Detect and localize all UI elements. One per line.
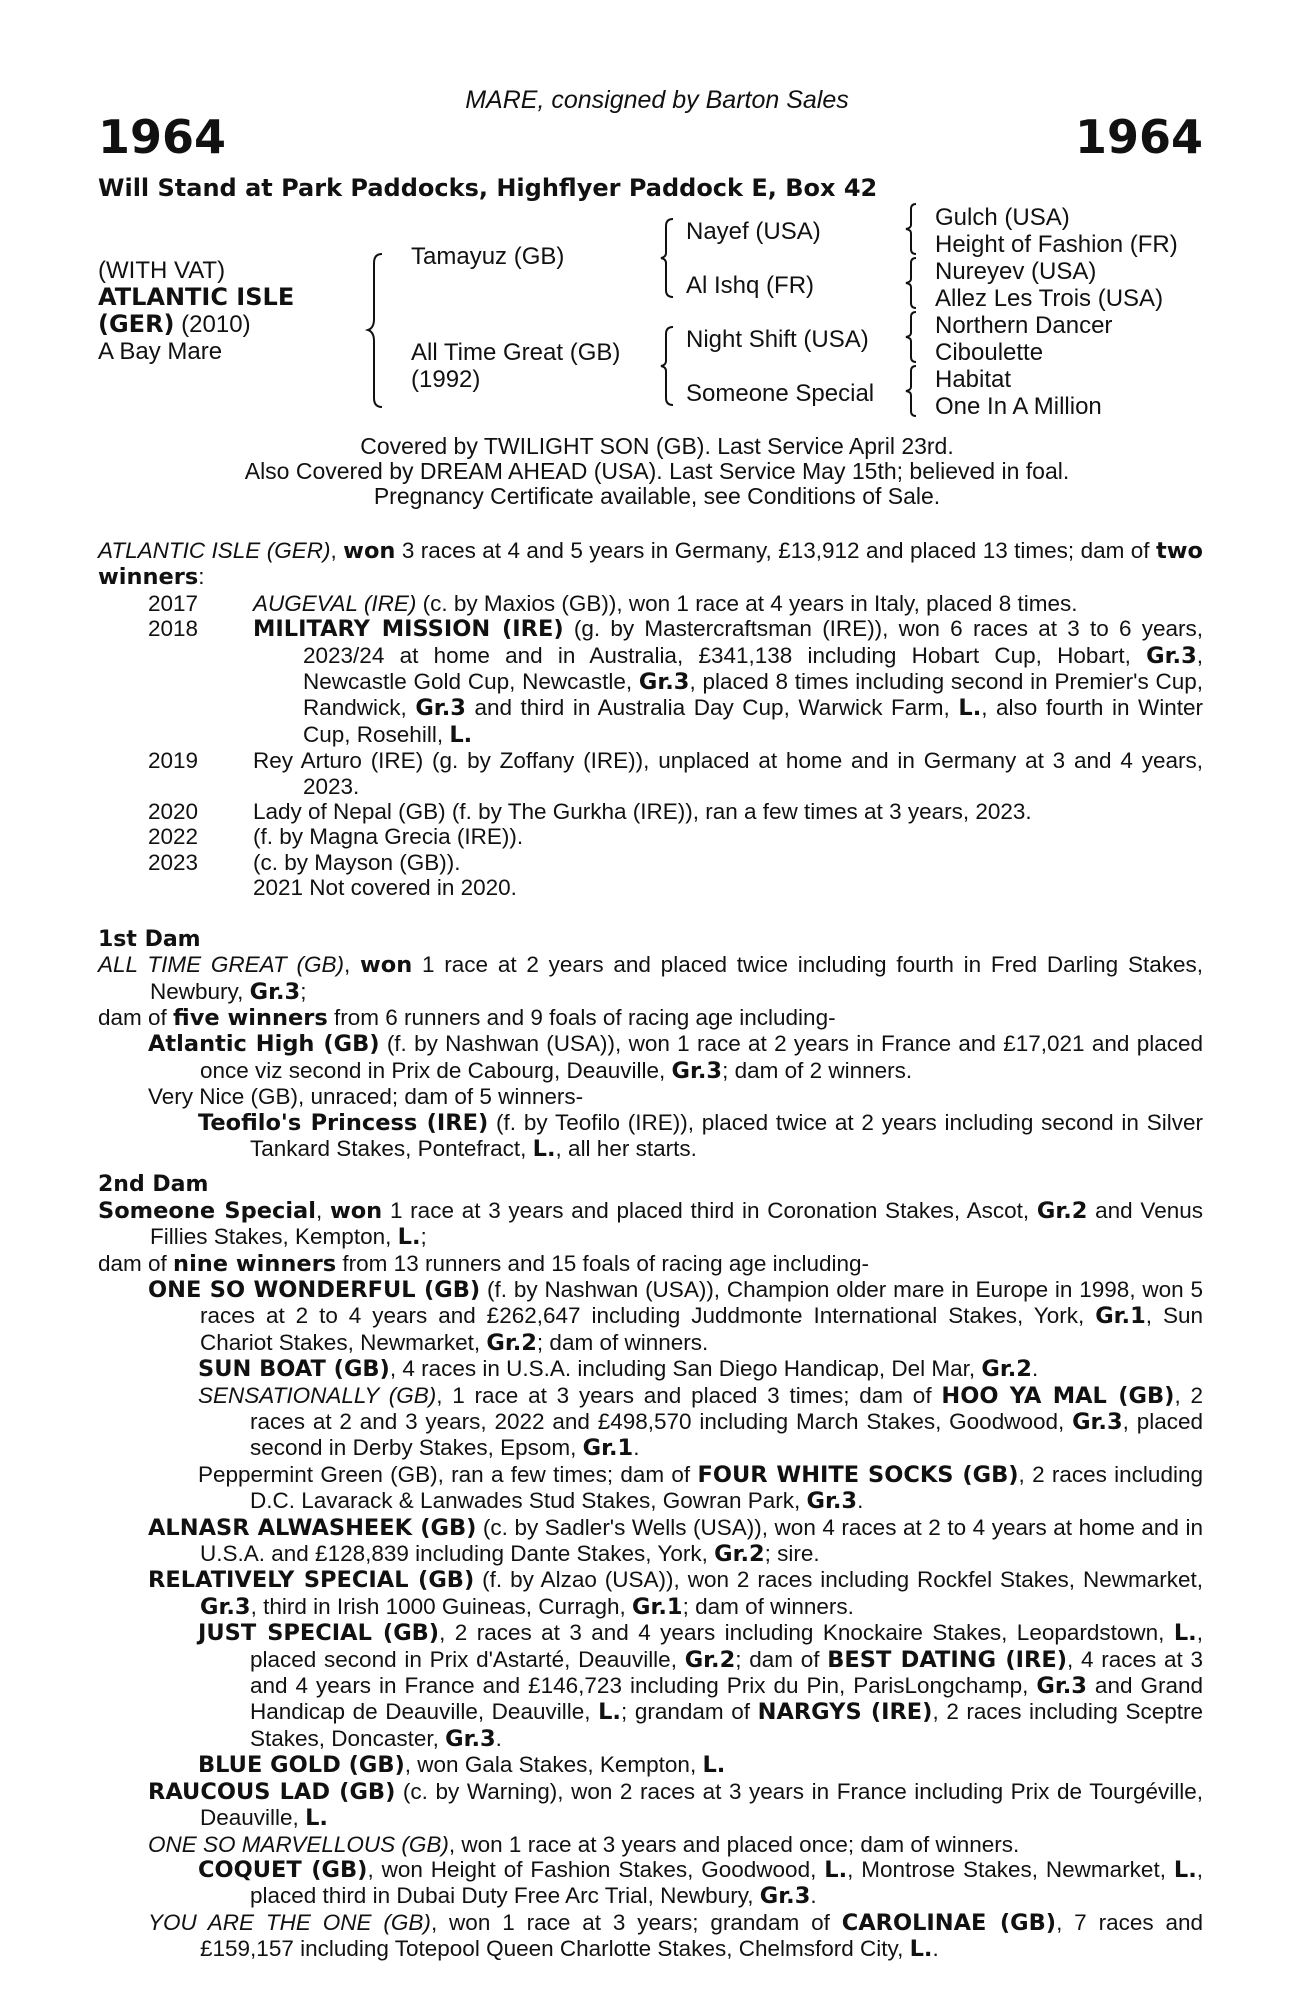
offspring-sensationally bbox=[98, 1383, 1203, 1462]
text: . bbox=[932, 1936, 939, 1962]
record-text: 3 races at 4 and 5 years in Germany, £13,912 and placed 13 times; dam of bbox=[395, 538, 1156, 563]
progeny-2021-note bbox=[98, 875, 1203, 900]
first-dam-grandoffspring-teofilos-princess bbox=[98, 1110, 1203, 1163]
second-dam-produce bbox=[98, 1251, 1203, 1277]
text: ; dam of bbox=[735, 1646, 828, 1672]
text: 1 race at 3 years and placed third in Coronation Stakes, Ascot, bbox=[382, 1197, 1037, 1223]
progeny-2017 bbox=[98, 591, 1203, 616]
offspring-name: JUST SPECIAL (GB) bbox=[198, 1620, 440, 1647]
catalogue-body bbox=[98, 538, 1203, 1963]
offspring-name: BLUE GOLD (GB) bbox=[198, 1752, 405, 1779]
pedigree-sdd: Allez Les Trois (USA) bbox=[935, 285, 1164, 312]
offspring-one-so-marvellous bbox=[98, 1832, 1203, 1857]
text: , won Gala Stakes, Kempton, bbox=[404, 1752, 703, 1778]
lot-number-left: 1964 bbox=[98, 110, 227, 164]
grade: Gr.3 bbox=[249, 978, 301, 1005]
text: , third in Irish 1000 Guineas, Curragh, bbox=[250, 1593, 633, 1619]
text: ; bbox=[300, 978, 307, 1004]
record-colon: : bbox=[198, 564, 205, 590]
offspring-alnasr-alwasheek bbox=[98, 1515, 1203, 1568]
offspring-name: RAUCOUS LAD (GB) bbox=[148, 1778, 396, 1805]
text: ; bbox=[420, 1224, 427, 1250]
horse-name: ATLANTIC ISLE bbox=[98, 283, 295, 311]
grade: Gr.1 bbox=[582, 1435, 634, 1462]
text: , 4 races in U.S.A. including San Diego Handicap, Del Mar, bbox=[389, 1356, 982, 1382]
offspring-name: NARGYS (IRE) bbox=[757, 1699, 933, 1726]
listed: L. bbox=[397, 1224, 421, 1251]
text: , 4 races at 3 and 4 years in France and £146,723 including Prix du Pin, ParisLongchamp, bbox=[250, 1646, 1204, 1699]
text: , 2 races at 3 and 4 years including Knockaire Stakes, Leopardstown, bbox=[439, 1620, 1174, 1646]
text: , won 1 race at 3 years and placed once; dam of winners. bbox=[448, 1831, 1020, 1857]
pedigree-dsd: Ciboulette bbox=[935, 339, 1044, 366]
offspring-name: BEST DATING (IRE) bbox=[827, 1646, 1067, 1673]
stand-location: Will Stand at Park Paddocks, Highflyer Paddock E, Box 42 bbox=[98, 174, 878, 202]
text: , all her starts. bbox=[555, 1135, 697, 1161]
text: Very Nice (GB), unraced; dam of 5 winners- bbox=[148, 1084, 584, 1110]
pedigree-dam-dam: Someone Special bbox=[686, 380, 875, 407]
grade: Gr.3 bbox=[200, 1593, 251, 1620]
progeny-2019 bbox=[98, 748, 1203, 799]
first-dam-offspring-atlantic-high bbox=[98, 1031, 1203, 1084]
covering-line-1: Covered by TWILIGHT SON (GB). Last Service April 23rd. bbox=[360, 433, 954, 459]
lot-number-right: 1964 bbox=[1074, 110, 1203, 164]
progeny-2022 bbox=[98, 824, 1203, 849]
horse-country: (GER) bbox=[98, 310, 175, 338]
offspring-name: ONE SO WONDERFUL (GB) bbox=[148, 1276, 481, 1303]
pedigree-bracket-main bbox=[368, 253, 392, 408]
winners: five winners bbox=[173, 1004, 328, 1031]
pedigree-sss: Gulch (USA) bbox=[935, 204, 1070, 231]
text: , won 1 race at 3 years; grandam of bbox=[430, 1909, 842, 1935]
progeny-text: , also fourth in Winter Cup, Rosehill, bbox=[303, 695, 1204, 747]
text: (f. by Nashwan (USA)), Champion older mare in Europe in 1998, won 5 races at 2 to 4 years and £262,647 including Juddmonte International Stakes, York, bbox=[200, 1276, 1204, 1329]
pedigree-sire-dam: Al Ishq (FR) bbox=[686, 272, 815, 299]
grade: Gr.3 bbox=[445, 1725, 496, 1752]
pedigree-sds: Nureyev (USA) bbox=[935, 258, 1097, 285]
offspring-peppermint-green bbox=[98, 1462, 1203, 1515]
progeny-text: (f. by Magna Grecia (IRE)). bbox=[253, 824, 524, 850]
text: and Grand Handicap de Deauville, Deauville, bbox=[250, 1673, 1203, 1725]
grade: Gr.3 bbox=[806, 1488, 858, 1515]
progeny-text: , placed 8 times including second in Premier's Cup, Randwick, bbox=[303, 669, 1203, 721]
offspring-you-are-the-one bbox=[98, 1910, 1203, 1963]
year: 2020 bbox=[148, 799, 199, 825]
text: , Montrose Stakes, Newmarket, bbox=[847, 1856, 1174, 1882]
text: , 7 races and £159,157 including Totepool Queen Charlotte Stakes, Chelmsford City, bbox=[200, 1909, 1204, 1962]
first-dam-offspring-very-nice bbox=[98, 1084, 1203, 1109]
listed: L. bbox=[305, 1805, 328, 1832]
covering-line-2: Also Covered by DREAM AHEAD (USA). Last Service May 15th; believed in foal. bbox=[244, 458, 1070, 484]
text: , placed second in Derby Stakes, Epsom, bbox=[250, 1409, 1203, 1461]
progeny-name: AUGEVAL (IRE) bbox=[253, 590, 417, 616]
listed: L. bbox=[824, 1856, 848, 1883]
pedigree-dam-sire: Night Shift (USA) bbox=[686, 326, 869, 353]
pedigree-bracket-sire bbox=[661, 218, 681, 298]
progeny-text: (c. by Maxios (GB)), won 1 race at 4 years in Italy, placed 8 times. bbox=[416, 590, 1078, 616]
winners: nine winners bbox=[173, 1250, 337, 1277]
text: (f. by Alzao (USA)), won 2 races including Rockfel Stakes, Newmarket, bbox=[474, 1567, 1203, 1593]
pedigree-dss: Northern Dancer bbox=[935, 312, 1113, 339]
progeny-2020 bbox=[98, 799, 1203, 824]
text: dam of bbox=[98, 1250, 174, 1276]
offspring-blue-gold bbox=[98, 1752, 1203, 1778]
grade: Gr.1 bbox=[632, 1593, 683, 1620]
first-dam-produce bbox=[98, 1005, 1203, 1031]
offspring-sun-boat bbox=[98, 1356, 1203, 1382]
progeny-text: and third in Australia Day Cup, Warwick Farm, bbox=[465, 695, 959, 721]
listed: L. bbox=[598, 1699, 621, 1726]
horse-description: A Bay Mare bbox=[98, 338, 223, 365]
text: dam of bbox=[98, 1004, 174, 1030]
pedigree-dam: All Time Great (GB) bbox=[411, 339, 621, 366]
year: 2023 bbox=[148, 849, 199, 875]
text: 1 race at 2 years and placed twice including fourth in Fred Darling Stakes, Newbury, bbox=[150, 952, 1203, 1004]
offspring-one-so-wonderful bbox=[98, 1277, 1203, 1356]
grade: Gr.3 bbox=[671, 1057, 723, 1084]
text: , placed second in Prix d'Astarté, Deauville, bbox=[250, 1620, 1203, 1672]
offspring-name: SENSATIONALLY (GB) bbox=[198, 1382, 437, 1408]
pedigree-bracket-ss bbox=[906, 203, 922, 255]
offspring-name: SUN BOAT (GB) bbox=[198, 1356, 390, 1383]
progeny-2018 bbox=[98, 616, 1203, 748]
grade: Gr.2 bbox=[1036, 1197, 1088, 1224]
listed: L. bbox=[1173, 1620, 1197, 1647]
progeny-name: MILITARY MISSION (IRE) bbox=[253, 616, 564, 643]
pedigree-sire-sire: Nayef (USA) bbox=[686, 218, 821, 245]
text: . bbox=[633, 1435, 640, 1461]
offspring-name: HOO YA MAL (GB) bbox=[941, 1382, 1175, 1409]
grade: Gr.3 bbox=[1036, 1673, 1087, 1700]
grade: Gr.3 bbox=[1072, 1409, 1123, 1435]
text: (f. by Nashwan (USA)), won 1 race at 2 years in France and £17,021 and placed once viz second in Prix de Cabourg, Deauville, bbox=[200, 1031, 1204, 1083]
listed: L. bbox=[449, 721, 473, 748]
progeny-text: , Newcastle Gold Cup, Newcastle, bbox=[303, 642, 1203, 695]
progeny-text: (g. by Mastercraftsman (IRE)), won 6 races at 3 to 6 years, 2023/24 at home and in Australia, £341,138 including Hobart Cup, Hobart, bbox=[303, 616, 1203, 668]
listed: L. bbox=[958, 695, 982, 722]
offspring-name: COQUET (GB) bbox=[198, 1856, 368, 1883]
text: and Venus Fillies Stakes, Kempton, bbox=[150, 1197, 1203, 1250]
text: (c. by Sadler's Wells (USA)), won 4 races at 2 to 4 years at home and in U.S.A. and £128,839 including Dante Stakes, York, bbox=[200, 1514, 1203, 1567]
progeny-text: (c. by Mayson (GB)). bbox=[253, 849, 461, 875]
first-dam-record: ALL TIME GREAT (GB), won 1 race at 2 years and placed twice including fourth in Fred Darling Stakes, Newbury, Gr.3; bbox=[98, 952, 1203, 1005]
second-dam-record: Someone Special, won 1 race at 3 years and placed third in Coronation Stakes, Ascot, Gr.2 and Venus Fillies Stakes, Kempton, L.; bbox=[98, 1197, 1203, 1251]
race-record: ATLANTIC ISLE (GER), won 3 races at 4 and 5 years in Germany, £13,912 and placed 13 times; dam of two winners: bbox=[98, 538, 1203, 591]
offspring-name: YOU ARE THE ONE (GB) bbox=[148, 1909, 431, 1935]
consignment-line: MARE, consigned by Barton Sales bbox=[465, 86, 849, 114]
horse-name-country-year bbox=[98, 311, 251, 338]
offspring-name: ONE SO MARVELLOUS (GB) bbox=[148, 1831, 449, 1857]
text: , Sun Chariot Stakes, Newmarket, bbox=[200, 1303, 1203, 1355]
text: ; dam of 2 winners. bbox=[722, 1057, 913, 1083]
record-horse-name: ATLANTIC ISLE (GER) bbox=[98, 538, 331, 563]
second-dam-heading: 2nd Dam bbox=[98, 1172, 209, 1198]
text: Peppermint Green (GB), ran a few times; dam of bbox=[198, 1461, 698, 1487]
grade: Gr.2 bbox=[684, 1646, 736, 1673]
text: , 2 races including D.C. Lavarack & Lanwades Stud Stakes, Gowran Park, bbox=[250, 1461, 1203, 1514]
covering-line-3: Pregnancy Certificate available, see Conditions of Sale. bbox=[373, 483, 941, 509]
grade: Gr.3 bbox=[415, 695, 466, 722]
listed: L. bbox=[532, 1135, 556, 1162]
pedigree-bracket-dd bbox=[906, 365, 922, 417]
listed: L. bbox=[909, 1936, 933, 1963]
covering-info bbox=[0, 434, 1314, 509]
pedigree-ddd: One In A Million bbox=[935, 393, 1102, 420]
won: won bbox=[329, 1197, 383, 1224]
text: , 2 races at 2 and 3 years, 2022 and £498,570 including March Stakes, Goodwood, bbox=[250, 1382, 1203, 1434]
text: , 1 race at 3 years and placed 3 times; dam of bbox=[436, 1382, 942, 1408]
offspring-just-special bbox=[98, 1620, 1203, 1752]
offspring-name: Teofilo's Princess (IRE) bbox=[198, 1109, 489, 1136]
text: , won Height of Fashion Stakes, Goodwood, bbox=[367, 1856, 825, 1882]
year: 2017 bbox=[148, 590, 199, 616]
offspring-name: FOUR WHITE SOCKS (GB) bbox=[697, 1461, 1019, 1488]
progeny-text: 2021 Not covered in 2020. bbox=[253, 875, 517, 901]
text: ; dam of winners. bbox=[536, 1329, 709, 1355]
grade: Gr.2 bbox=[714, 1541, 765, 1568]
progeny-text: Rey Arturo (IRE) (g. by Zoffany (IRE)), unplaced at home and in Germany at 3 and 4 years, 2023. bbox=[253, 748, 1203, 799]
text: ; dam of winners. bbox=[682, 1593, 854, 1619]
text: ; grandam of bbox=[620, 1699, 758, 1725]
offspring-name: Atlantic High (GB) bbox=[148, 1031, 380, 1058]
grade: Gr.3 bbox=[638, 669, 690, 696]
offspring-raucous-lad bbox=[98, 1779, 1203, 1832]
text: (c. by Warning), won 2 races at 3 years in France including Prix de Tourgéville, Deauville, bbox=[200, 1778, 1203, 1831]
offspring-coquet bbox=[98, 1857, 1203, 1910]
offspring-relatively-special bbox=[98, 1567, 1203, 1620]
listed: L. bbox=[1173, 1856, 1197, 1883]
grade: Gr.2 bbox=[981, 1356, 1032, 1383]
pedigree-bracket-sd bbox=[906, 257, 922, 309]
text: , 2 races including Sceptre Stakes, Doncaster, bbox=[250, 1699, 1203, 1751]
text: . bbox=[857, 1488, 864, 1514]
dam-name: Someone Special bbox=[98, 1197, 316, 1224]
listed: L. bbox=[702, 1752, 726, 1779]
text: . bbox=[495, 1725, 502, 1751]
text: . bbox=[1031, 1356, 1039, 1382]
pedigree-dam-year: (1992) bbox=[411, 366, 481, 393]
year: 2018 bbox=[148, 616, 199, 642]
offspring-name: ALNASR ALWASHEEK (GB) bbox=[148, 1514, 477, 1541]
grade: Gr.2 bbox=[486, 1329, 537, 1356]
text: (f. by Teofilo (IRE)), placed twice at 2 years including second in Silver Tankard Stakes, Pontefract, bbox=[250, 1109, 1203, 1161]
year: 2019 bbox=[148, 748, 199, 774]
first-dam-heading: 1st Dam bbox=[98, 926, 201, 952]
grade: Gr.3 bbox=[759, 1883, 811, 1910]
grade: Gr.3 bbox=[1146, 642, 1197, 669]
pedigree-sire: Tamayuz (GB) bbox=[411, 243, 565, 270]
offspring-name: CAROLINAE (GB) bbox=[841, 1909, 1057, 1936]
vat-note: (WITH VAT) bbox=[98, 257, 226, 284]
horse-year: (2010) bbox=[174, 311, 251, 338]
won: won bbox=[360, 952, 413, 979]
dam-name: ALL TIME GREAT (GB) bbox=[98, 952, 344, 978]
record-winners: two winners bbox=[98, 538, 1203, 591]
text: , placed third in Dubai Duty Free Arc Trial, Newbury, bbox=[250, 1856, 1204, 1909]
text: ; sire. bbox=[764, 1541, 820, 1567]
pedigree-dds: Habitat bbox=[935, 366, 1012, 393]
offspring-name: RELATIVELY SPECIAL (GB) bbox=[148, 1567, 475, 1594]
pedigree-bracket-dam bbox=[661, 326, 681, 406]
pedigree-bracket-ds bbox=[906, 311, 922, 363]
text: . bbox=[810, 1883, 817, 1909]
year: 2022 bbox=[148, 824, 199, 850]
progeny-text: Lady of Nepal (GB) (f. by The Gurkha (IRE)), ran a few times at 3 years, 2023. bbox=[253, 799, 1032, 825]
progeny-2023 bbox=[98, 850, 1203, 875]
record-won: won bbox=[343, 538, 396, 564]
text: from 13 runners and 15 foals of racing age including- bbox=[336, 1250, 869, 1276]
pedigree-ssd: Height of Fashion (FR) bbox=[935, 231, 1178, 258]
text: from 6 runners and 9 foals of racing age including- bbox=[327, 1004, 836, 1030]
grade: Gr.1 bbox=[1095, 1303, 1146, 1330]
